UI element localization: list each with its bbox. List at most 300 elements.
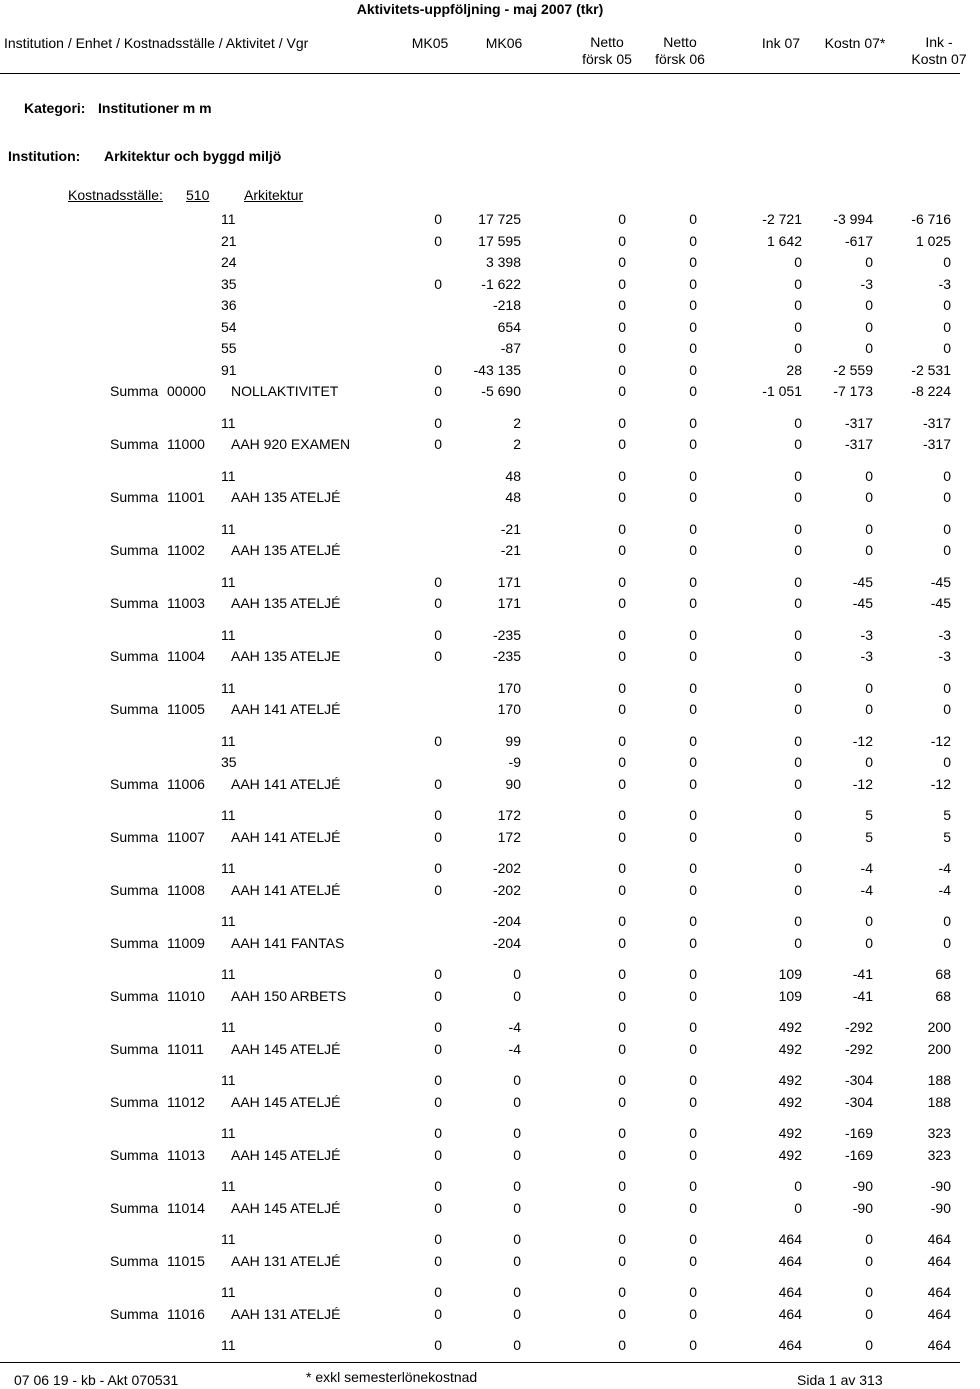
row-diff: 200 [927,1040,951,1057]
summa-label: Summa [110,1199,159,1216]
row-kostn: 0 [865,318,873,335]
row-diff: 68 [935,987,951,1004]
row-vgr: 11 [221,860,236,876]
summa-name: AAH 135 ATELJÉ [231,542,341,558]
row-ink: 109 [778,987,802,1004]
row-n06: 0 [689,414,697,431]
summa-name: AAH 920 EXAMEN [231,436,351,452]
summa-name: NOLLAKTIVITET [231,383,339,399]
row-kostn: 0 [865,340,873,356]
row-kostn: 0 [865,520,873,537]
kostnadsstalle-code: 510 [186,187,210,203]
row-n06: 0 [689,754,697,770]
row-diff: 200 [927,1019,951,1035]
row-diff: 323 [927,1125,951,1141]
summa-label: Summa [110,1305,159,1322]
footer-page: Sida 1 av 313 [797,1372,883,1388]
row-mk06: 0 [513,1284,521,1300]
summa-label: Summa [110,828,159,845]
row-diff: -4 [938,860,951,876]
row-vgr: 91 [221,361,237,378]
column-header-netto06 [635,34,725,68]
row-n05: 0 [618,1093,626,1110]
row-mk05: 0 [434,1146,442,1163]
row-n06: 0 [689,1337,697,1353]
row-diff: 5 [943,828,951,845]
row-mk05: 0 [434,211,442,227]
row-ink: 0 [794,340,802,356]
row-ink: 492 [778,1019,802,1035]
summa-label: Summa [110,1146,159,1163]
row-mk05: 0 [434,1305,442,1322]
row-n05: 0 [618,1040,626,1057]
row-diff: -90 [930,1199,951,1216]
row-n06: 0 [689,297,697,313]
row-kostn: 0 [865,297,873,313]
column-header-mk06: MK06 [485,35,523,51]
row-vgr: 35 [221,275,237,292]
row-kostn: 0 [865,489,873,505]
summa-name: AAH 145 ATELJÉ [231,1093,341,1110]
kategori-value: Institutioner m m [98,100,212,116]
row-n06: 0 [689,881,697,898]
row-mk06: 2 [513,436,521,452]
row-mk06: 172 [497,828,521,845]
row-n05: 0 [618,1199,626,1216]
institution-label: Institution: [8,148,81,164]
row-kostn: -2 559 [833,361,873,378]
row-kostn: -3 [860,626,873,643]
row-n05: 0 [618,1337,626,1353]
row-mk06: 0 [513,1305,521,1322]
row-mk06: -87 [500,340,521,356]
summa-name: AAH 145 ATELJÉ [231,1146,341,1163]
row-n06: 0 [689,679,697,696]
row-kostn: 5 [865,828,873,845]
summa-label: Summa [110,881,159,898]
row-mk05: 0 [434,1252,442,1269]
row-mk05: 0 [434,732,442,749]
row-mk05: 0 [434,881,442,898]
summa-name: AAH 135 ATELJE [231,648,341,664]
summa-code: 00000 [167,383,206,399]
summa-name: AAH 131 ATELJÉ [231,1305,341,1322]
row-ink: 0 [794,860,802,876]
row-n06: 0 [689,340,697,356]
row-n05: 0 [618,542,626,558]
row-diff: -2 531 [911,361,951,378]
row-vgr: 11 [221,1231,236,1247]
row-n05: 0 [618,966,626,982]
row-n05: 0 [618,1284,626,1300]
row-kostn: -41 [852,966,873,982]
row-kostn: 0 [865,1231,873,1247]
row-kostn: 0 [865,467,873,484]
row-n06: 0 [689,626,697,643]
report-title: Aktivitets-uppföljning - maj 2007 (tkr) [356,1,604,17]
row-mk06: 171 [497,595,521,611]
row-vgr: 36 [221,297,237,313]
row-mk06: -202 [492,860,521,876]
summa-code: 11006 [167,775,205,792]
row-mk06: 0 [513,1093,521,1110]
row-n06: 0 [689,1199,697,1216]
row-n06: 0 [689,383,697,399]
row-n05: 0 [618,679,626,696]
row-n06: 0 [689,1231,697,1247]
row-mk06: 171 [497,573,521,590]
row-mk06: 654 [497,318,521,335]
row-n05: 0 [618,489,626,505]
column-header-ink-kostn07-line2: Kostn 07 [911,51,967,67]
row-vgr: 11 [221,1284,236,1300]
column-header-mk05: MK05 [411,35,449,51]
summa-label: Summa [110,934,159,951]
row-mk05: 0 [434,1199,442,1216]
row-diff: 464 [927,1305,951,1322]
row-diff: 188 [927,1093,951,1110]
row-kostn: 0 [865,1305,873,1322]
row-vgr: 11 [221,520,236,537]
row-diff: -3 [938,648,951,664]
summa-code: 11011 [167,1040,204,1057]
row-kostn: -169 [844,1146,873,1163]
row-ink: 0 [794,1178,802,1194]
row-mk06: 170 [497,701,521,717]
row-ink: 464 [778,1284,802,1300]
row-ink: 464 [778,1337,802,1353]
column-header-netto05-line1: Netto [590,34,624,50]
row-ink: 492 [778,1093,802,1110]
row-mk06: -4 [508,1019,521,1035]
row-ink: 464 [778,1231,802,1247]
row-n06: 0 [689,732,697,749]
row-diff: -3 [938,275,951,292]
row-mk06: 170 [497,679,521,696]
kategori-label: Kategori: [24,100,86,116]
summa-name: AAH 141 ATELJÉ [231,701,341,717]
row-ink: 109 [778,966,802,982]
row-ink: 0 [794,254,802,270]
row-n06: 0 [689,1125,697,1141]
row-mk06: 0 [513,1146,521,1163]
row-n06: 0 [689,467,697,484]
row-vgr: 11 [221,1337,236,1353]
row-n05: 0 [618,626,626,643]
row-mk06: 0 [513,1125,521,1141]
row-mk05: 0 [434,361,442,378]
row-n05: 0 [618,775,626,792]
row-kostn: -292 [844,1040,873,1057]
row-n06: 0 [689,211,697,227]
footer-left: 07 06 19 - kb - Akt 070531 [14,1372,179,1388]
row-ink: 492 [778,1146,802,1163]
row-ink: 0 [794,436,802,452]
row-n05: 0 [618,1305,626,1322]
row-kostn: -45 [852,595,873,611]
row-mk06: 48 [505,467,521,484]
row-n06: 0 [689,966,697,982]
row-n05: 0 [618,1252,626,1269]
row-mk06: -218 [492,297,521,313]
summa-label: Summa [110,648,159,664]
row-n05: 0 [618,318,626,335]
row-n06: 0 [689,807,697,823]
row-vgr: 11 [221,807,236,823]
row-n05: 0 [618,754,626,770]
header-divider [0,73,960,74]
row-ink: 0 [794,807,802,823]
row-ink: -2 721 [762,211,802,227]
row-kostn: 0 [865,254,873,270]
row-n05: 0 [618,436,626,452]
row-mk05: 0 [434,595,442,611]
row-ink: 0 [794,701,802,717]
row-mk06: 0 [513,1199,521,1216]
row-n05: 0 [618,1231,626,1247]
row-vgr: 11 [221,414,236,431]
row-diff: 0 [943,934,951,951]
row-vgr: 24 [221,254,237,270]
row-kostn: -3 994 [833,211,873,227]
row-mk05: 0 [434,1284,442,1300]
row-n06: 0 [689,1093,697,1110]
column-header-path: Institution / Enhet / Kostnadsställe / Aktivitet / Vgr [4,35,309,51]
row-kostn: -317 [844,436,873,452]
row-n05: 0 [618,254,626,270]
row-diff: 0 [943,254,951,270]
row-diff: -3 [938,626,951,643]
row-n05: 0 [618,297,626,313]
row-n06: 0 [689,860,697,876]
row-vgr: 55 [221,340,237,356]
row-n06: 0 [689,934,697,951]
row-n05: 0 [618,383,626,399]
row-n06: 0 [689,361,697,378]
row-n05: 0 [618,860,626,876]
row-ink: 492 [778,1072,802,1088]
row-diff: 464 [927,1252,951,1269]
row-diff: -45 [930,595,951,611]
row-ink: 0 [794,467,802,484]
row-vgr: 54 [221,318,237,335]
row-n06: 0 [689,1072,697,1088]
row-n06: 0 [689,520,697,537]
row-vgr: 11 [221,1019,236,1035]
row-n05: 0 [618,1178,626,1194]
row-vgr: 11 [221,573,236,590]
row-n05: 0 [618,232,626,249]
row-mk06: 99 [505,732,521,749]
row-mk05: 0 [434,1125,442,1141]
row-mk06: 90 [505,775,521,792]
row-ink: 0 [794,626,802,643]
column-header-netto06-line1: Netto [663,34,697,50]
row-n06: 0 [689,648,697,664]
row-kostn: -304 [844,1093,873,1110]
row-n05: 0 [618,732,626,749]
summa-code: 11003 [167,595,205,611]
row-diff: 464 [927,1337,951,1353]
row-n06: 0 [689,254,697,270]
row-mk06: 17 595 [478,232,521,249]
row-n05: 0 [618,340,626,356]
row-vgr: 35 [221,754,237,770]
row-diff: 0 [943,340,951,356]
row-mk06: 48 [505,489,521,505]
row-diff: 0 [943,489,951,505]
row-n05: 0 [618,595,626,611]
row-mk05: 0 [434,987,442,1004]
row-n05: 0 [618,467,626,484]
row-mk06: -9 [508,754,521,770]
summa-name: AAH 131 ATELJÉ [231,1252,341,1269]
row-diff: 0 [943,467,951,484]
row-ink: 0 [794,754,802,770]
summa-code: 11007 [167,828,205,845]
row-mk05: 0 [434,828,442,845]
row-ink: 28 [786,361,802,378]
row-ink: 0 [794,275,802,292]
row-diff: 323 [927,1146,951,1163]
row-n06: 0 [689,913,697,929]
row-vgr: 11 [221,211,236,227]
row-diff: 188 [927,1072,951,1088]
row-mk06: 0 [513,987,521,1004]
row-ink: 0 [794,679,802,696]
row-kostn: -12 [852,775,873,792]
row-mk06: -5 690 [481,383,521,399]
row-vgr: 11 [221,1178,236,1194]
row-mk05: 0 [434,1337,442,1353]
summa-code: 11000 [167,436,205,452]
row-kostn: -45 [852,573,873,590]
row-n06: 0 [689,1178,697,1194]
row-ink: 0 [794,775,802,792]
summa-label: Summa [110,542,159,558]
summa-name: AAH 145 ATELJÉ [231,1040,341,1057]
row-mk06: 0 [513,1231,521,1247]
row-kostn: -12 [852,732,873,749]
row-ink: 0 [794,732,802,749]
row-diff: -12 [930,775,951,792]
row-ink: 0 [794,595,802,611]
institution-value: Arkitektur och byggd miljö [104,148,282,164]
row-kostn: -617 [844,232,873,249]
row-vgr: 11 [221,966,236,982]
footer-divider [0,1362,960,1363]
row-ink: 0 [794,414,802,431]
row-ink: 0 [794,520,802,537]
row-n06: 0 [689,1252,697,1269]
row-n05: 0 [618,648,626,664]
row-n06: 0 [689,1305,697,1322]
row-n05: 0 [618,1125,626,1141]
row-kostn: -3 [860,275,873,292]
row-mk06: -4 [508,1040,521,1057]
column-header-netto06-line2: försk 06 [655,51,705,67]
row-kostn: -317 [844,414,873,431]
row-mk06: -21 [500,542,521,558]
row-kostn: 0 [865,1337,873,1353]
row-diff: -90 [930,1178,951,1194]
summa-code: 11002 [167,542,205,558]
row-mk06: 0 [513,1337,521,1353]
summa-label: Summa [110,1252,159,1269]
summa-label: Summa [110,1040,159,1057]
row-mk05: 0 [434,1072,442,1088]
row-ink: 464 [778,1305,802,1322]
row-ink: 0 [794,489,802,505]
row-kostn: -4 [860,860,873,876]
row-diff: 0 [943,520,951,537]
row-diff: -317 [922,414,951,431]
row-mk05: 0 [434,436,442,452]
row-ink: 0 [794,542,802,558]
row-n06: 0 [689,595,697,611]
summa-code: 11010 [167,987,205,1004]
row-mk06: 0 [513,966,521,982]
row-ink: -1 051 [762,383,802,399]
row-mk06: -43 135 [473,361,521,378]
row-mk05: 0 [434,966,442,982]
row-diff: 5 [943,807,951,823]
row-kostn: 0 [865,1252,873,1269]
row-mk06: 0 [513,1252,521,1269]
summa-label: Summa [110,595,159,611]
summa-label: Summa [110,383,159,399]
row-kostn: -169 [844,1125,873,1141]
row-diff: 0 [943,701,951,717]
row-mk05: 0 [434,626,442,643]
row-mk05: 0 [434,573,442,590]
row-ink: 0 [794,881,802,898]
row-n05: 0 [618,987,626,1004]
row-n06: 0 [689,573,697,590]
row-kostn: -3 [860,648,873,664]
column-header-netto05-line2: försk 05 [582,51,632,67]
row-kostn: 0 [865,913,873,929]
row-kostn: 0 [865,934,873,951]
summa-name: AAH 141 ATELJÉ [231,828,341,845]
row-mk06: 2 [513,414,521,431]
row-ink: 0 [794,573,802,590]
row-diff: 0 [943,318,951,335]
row-vgr: 11 [221,913,236,929]
row-kostn: 0 [865,701,873,717]
summa-name: AAH 135 ATELJÉ [231,595,341,611]
row-kostn: -292 [844,1019,873,1035]
row-n05: 0 [618,934,626,951]
row-ink: 464 [778,1252,802,1269]
summa-code: 11013 [167,1146,205,1163]
summa-label: Summa [110,1093,159,1110]
row-n05: 0 [618,573,626,590]
row-mk06: -202 [492,881,521,898]
row-diff: -4 [938,881,951,898]
row-n06: 0 [689,318,697,335]
row-n05: 0 [618,828,626,845]
row-n06: 0 [689,1040,697,1057]
summa-name: AAH 141 FANTAS [231,934,345,951]
row-n06: 0 [689,1019,697,1035]
row-mk06: -235 [492,626,521,643]
summa-name: AAH 141 ATELJÉ [231,775,341,792]
summa-code: 11015 [167,1252,205,1269]
row-kostn: -7 173 [833,383,873,399]
summa-code: 11001 [167,489,205,505]
row-mk05: 0 [434,648,442,664]
